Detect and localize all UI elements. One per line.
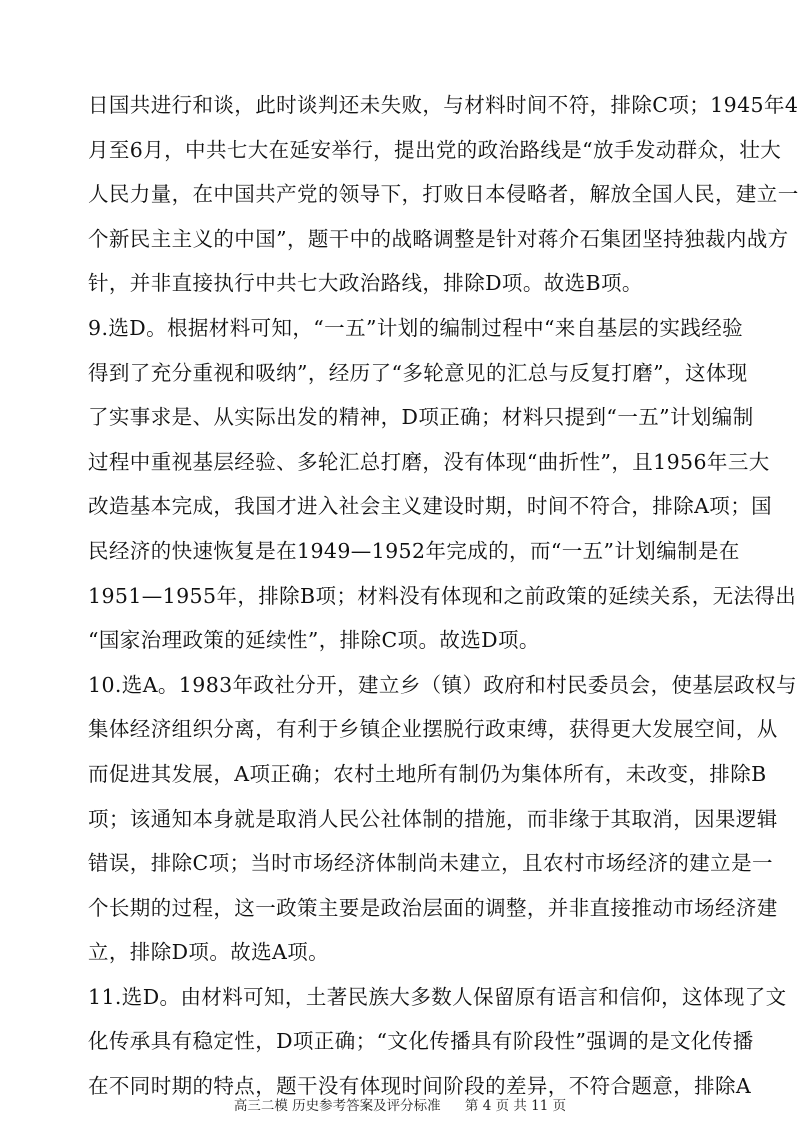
text-line: 错误，排除C项；当时市场经济体制尚未建立，且农村市场经济的建立是一	[88, 851, 773, 876]
text-line: 个新民主主义的中国”，题干中的战略调整是针对蒋介石集团坚持独裁内战方	[88, 226, 789, 251]
answer-text	[88, 83, 799, 1109]
text-line: 过程中重视基层经验、多轮汇总打磨，没有体现“曲折性”，且1956年三大	[88, 449, 770, 474]
text-line: 得到了充分重视和吸纳”，经历了“多轮意见的汇总与反复打磨”，这体现	[88, 360, 748, 385]
text-line: 项；该通知本身就是取消人民公社体制的措施，而非缘于其取消，因果逻辑	[88, 806, 778, 831]
text-line: 日国共进行和谈，此时谈判还未失败，与材料时间不符，排除C项；1945年4	[88, 93, 799, 117]
page-number: 第 4 页 共 11 页	[464, 1098, 567, 1114]
footer-title: 高三二模 历史参考答案及评分标准	[233, 1098, 441, 1114]
text-line: 化传承具有稳定性，D项正确；“文化传播具有阶段性”强调的是文化传播	[88, 1029, 754, 1054]
text-line: 立，排除D项。故选A项。	[88, 940, 330, 965]
text-line: 11.选D。由材料可知，土著民族大多数人保留原有语言和信仰，这体现了文	[88, 984, 787, 1009]
text-line: 集体经济组织分离，有利于乡镇企业摆脱行政束缚，获得更大发展空间，从	[88, 717, 778, 742]
text-line: 在不同时期的特点，题干没有体现时间阶段的差异，不符合题意，排除A	[88, 1074, 752, 1099]
text-line: 改造基本完成，我国才进入社会主义建设时期，时间不符合，排除A项；国	[88, 494, 773, 519]
text-line: 了实事求是、从实际出发的精神，D项正确；材料只提到“一五”计划编制	[88, 405, 754, 430]
text-line: 民经济的快速恢复是在1949—1952年完成的，而“一五”计划编制是在	[88, 538, 740, 563]
text-line: 9.选D。根据材料可知，“一五”计划的编制过程中“来自基层的实践经验	[88, 315, 744, 340]
page-footer	[0, 1096, 800, 1116]
text-line: 人民力量，在中国共产党的领导下，打败日本侵略者，解放全国人民，建立一	[88, 182, 799, 207]
text-line: 个长期的过程，这一政策主要是政治层面的调整，并非直接推动市场经济建	[88, 895, 778, 920]
text-line: 10.选A。1983年政社分开，建立乡（镇）政府和村民委员会，使基层政权与	[88, 672, 797, 697]
text-line: 1951—1955年，排除B项；材料没有体现和之前政策的延续关系，无法得出	[88, 583, 797, 608]
text-line: 针，并非直接执行中共七大政治路线，排除D项。故选B项。	[88, 271, 643, 296]
text-line: “国家治理政策的延续性”，排除C项。故选D项。	[88, 628, 540, 653]
text-line: 月至6月，中共七大在延安举行，提出党的政治路线是“放手发动群众，壮大	[88, 137, 782, 162]
text-line: 而促进其发展，A项正确；农村土地所有制仍为集体所有，未改变，排除B	[88, 761, 767, 786]
